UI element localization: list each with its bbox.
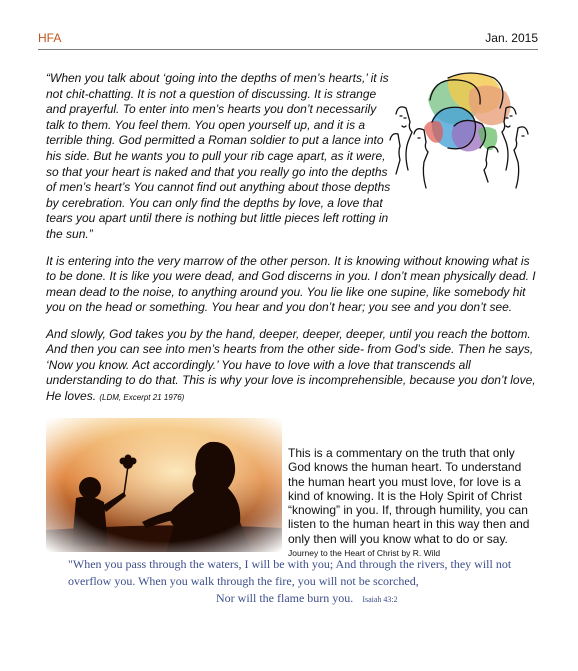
body-paragraph-2-text: And slowly, God takes you by the hand, deeper, deeper, deeper, until you reach the bottom. And then you can see into men’s hearts from the other side- from God’s side. Then he says, ‘Now you know. Act accordingly.’ You have to love with a love that transcends all understanding to do that. This is why your love is incomprehensible, because you don’t love, He loves.: [46, 327, 536, 403]
citation: (LDM, Excerpt 21 1976): [99, 392, 185, 402]
header-org: HFA: [38, 31, 62, 45]
scripture-line-3-row: [68, 590, 548, 609]
scripture-line-3: Nor will the flame burn you.: [216, 590, 354, 605]
commentary-text: This is a commentary on the truth that only God knows the human heart. To understand the human heart you must love, for love is a kind of knowing. It is the Holy Spirit of Christ “knowing” in you. If, through humility, you can listen to the human heart in this way then and only then will you know what to do or say.: [288, 446, 530, 546]
body-paragraph-2: [46, 327, 536, 405]
scripture-quote: [68, 556, 548, 608]
body-paragraph-1: It is entering into the very marrow of the other person. It is knowing without knowing what is to be done. It is like you were dead, and God discerns in you. I don’t mean physically dead. I mean dead to the noise, to anything around you. You lie like one supine, like somebody hit you on the head or something. You hear and you don’t hear; you see and you don’t see.: [46, 254, 536, 315]
scripture-reference: Isaiah 43:2: [362, 594, 398, 604]
faces-speech-bubbles-illustration: [388, 70, 534, 198]
page-header: [38, 28, 538, 50]
commentary-source: Journey to the Heart of Christ by R. Wild: [288, 548, 441, 559]
commentary-block: [288, 446, 540, 559]
opening-quote: “When you talk about ‘going into the depths of men’s hearts,’ it is not chit-chatting. It is not a question of discussing. It is strange and prayerful. To enter into men’s hearts you don’t necessarily talk to them. You feel them. You open yourself up, and it is a terrible thing. God permitted a Roman soldier to put a lance into his side. But he wants you to pull your rib cage apart, as it were, so that your heart is naked and that you really go into the depths of men’s heart’s You cannot find out anything about those depths by cerebration. You can only find the depths by love, a love that tears you apart until there is nothing but little pieces left rotting in the sun.”: [46, 71, 391, 241]
scripture-line-2: overflow you. When you walk through the fire, you will not be scorched,: [68, 573, 419, 588]
header-date: Jan. 2015: [485, 31, 538, 45]
silhouette-photo: [46, 418, 282, 552]
scripture-line-1: "When you pass through the waters, I will be with you; And through the rivers, they will not: [68, 557, 512, 571]
